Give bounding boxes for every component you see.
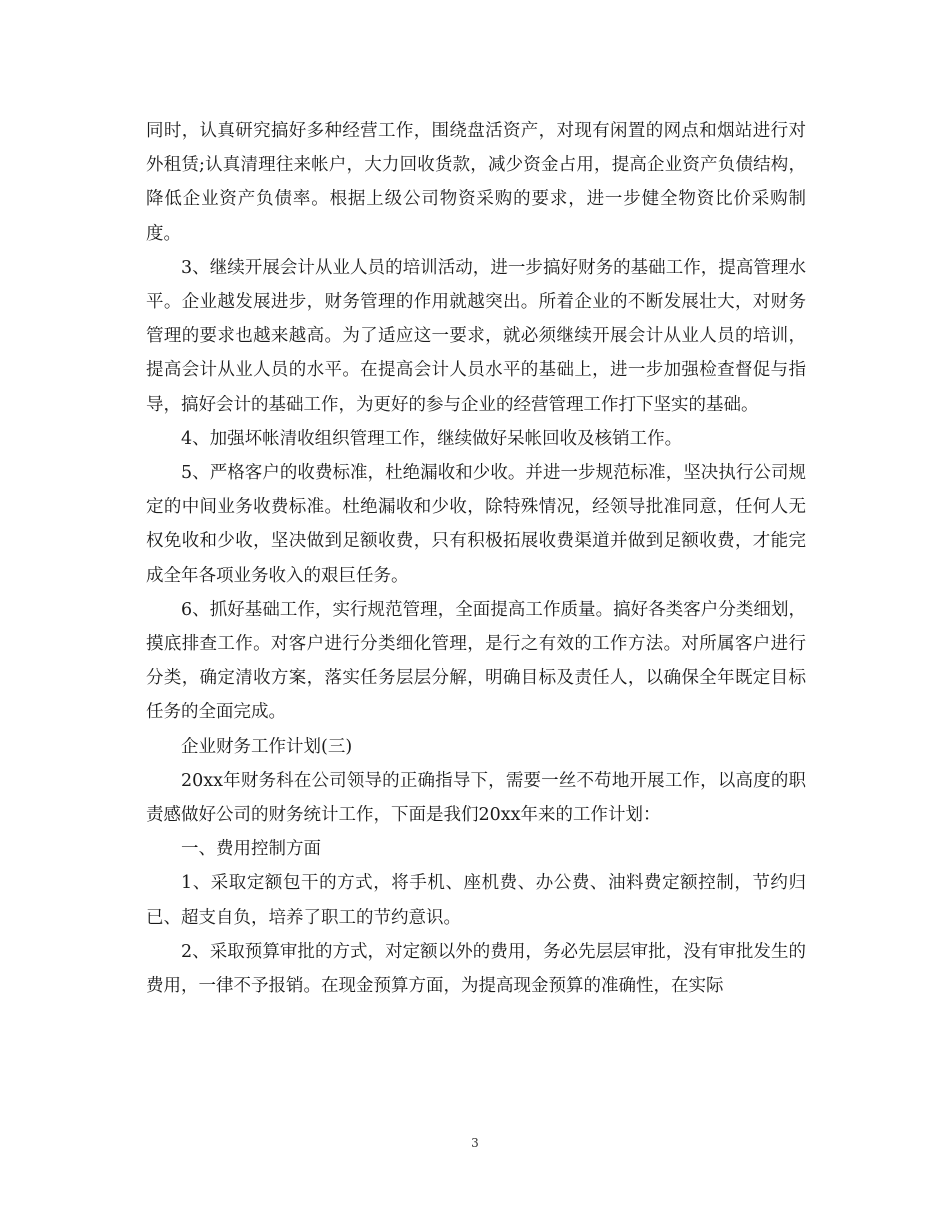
paragraph-5: 6、抓好基础工作，实行规范管理，全面提高工作质量。搞好各类客户分类细划，摸底排查工作。对客户进行分类细化管理，是行之有效的工作方法。对所属客户进行分类，确定清收方案，落实任务层层分解，明确目标及责任人，以确保全年既定目标任务的全面完成。 (146, 599, 806, 723)
paragraph-1: 同时，认真研究搞好多种经营工作，围绕盘活资产，对现有闲置的网点和烟站进行对外租赁;认真清理往来帐户，大力回收货款，减少资金占用，提高企业资产负债结构，降低企业资产负债率。根据上级公司物资采购的要求，进一步健全物资比价采购制度。 (146, 121, 806, 244)
paragraph-10: 2、采取预算审批的方式，对定额以外的费用，务必先层层审批，没有审批发生的费用，一律不予报销。在现金预算方面，为提高现金预算的准确性，在实际 (146, 941, 806, 997)
section-heading: 企业财务工作计划(三) (181, 736, 353, 757)
document-body (146, 114, 806, 1003)
paragraph-7: 20xx年财务科在公司领导的正确指导下，需要一丝不苟地开展工作，以高度的职责感做好公司的财务统计工作，下面是我们20xx年来的工作计划： (146, 770, 806, 826)
paragraph-9: 1、采取定额包干的方式，将手机、座机费、办公费、油料费定额控制，节约归已、超支自负，培养了职工的节约意识。 (146, 873, 806, 928)
paragraph-4: 5、严格客户的收费标准，杜绝漏收和少收。并进一步规范标准，坚决执行公司规定的中间业务收费标准。杜绝漏收和少收，除特殊情况，经领导批准同意，任何人无权免收和少收，坚决做到足额收费，只有积极拓展收费渠道并做到足额收费，才能完成全年各项业务收入的艰巨任务。 (146, 463, 806, 586)
paragraph-2: 3、继续开展会计从业人员的培训活动，进一步搞好财务的基础工作，提高管理水平。企业越发展进步，财务管理的作用就越突出。所着企业的不断发展壮大，对财务管理的要求也越来越高。为了适应这一要求，就必须继续开展会计从业人员的培训，提高会计从业人员的水平。在提高会计人员水平的基础上，进一步加强检查督促与指导，搞好会计的基础工作，为更好的参与企业的经营管理工作打下坚实的基础。 (146, 257, 806, 415)
paragraph-3: 4、加强坏帐清收组织管理工作，继续做好呆帐回收及核销工作。 (181, 428, 683, 449)
page-number: 3 (471, 1136, 479, 1150)
subsection-heading: 一、费用控制方面 (181, 839, 321, 860)
